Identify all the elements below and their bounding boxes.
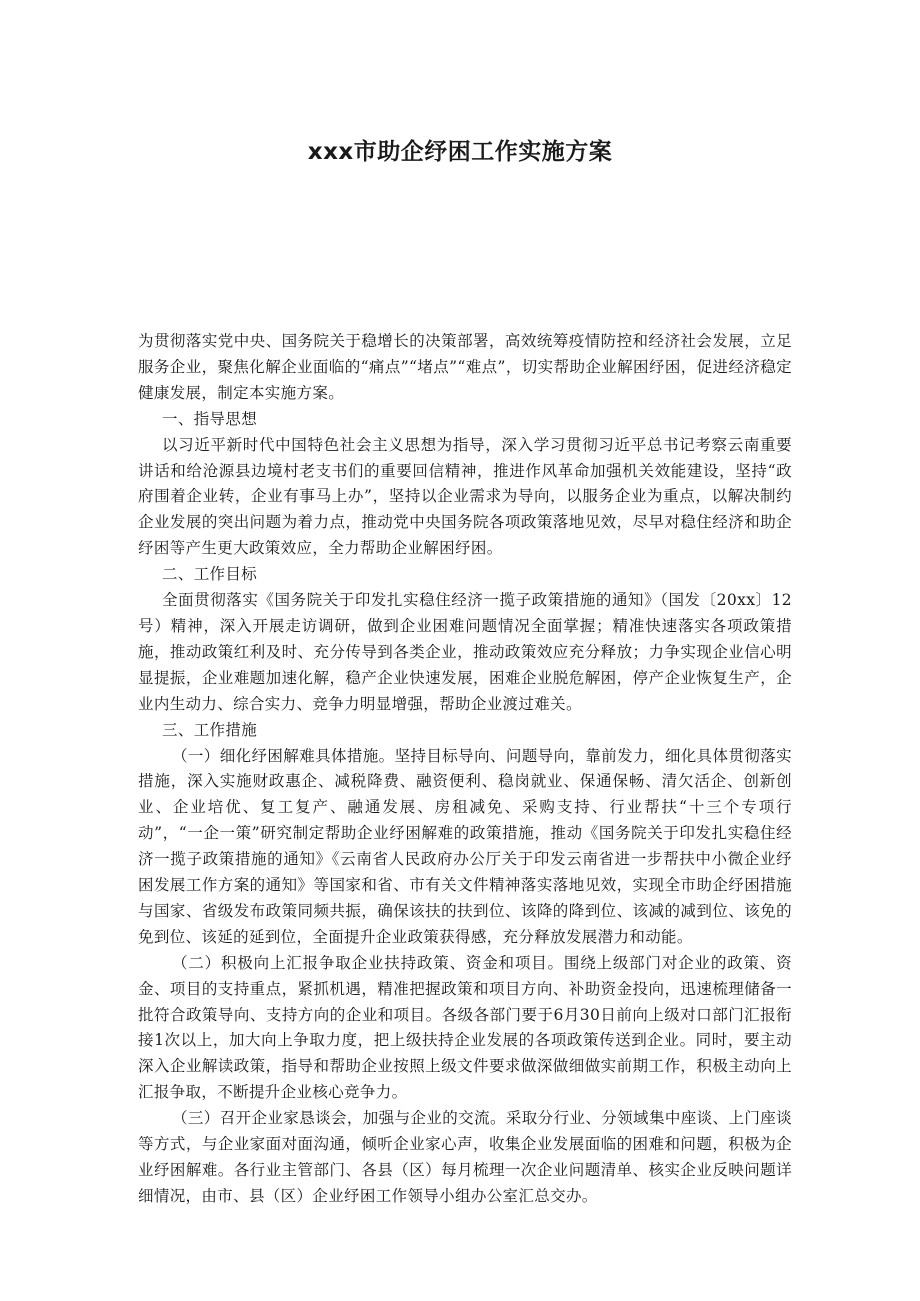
document-body	[138, 329, 792, 1210]
work-goals-paragraph: 全面贯彻落实《国务院关于印发扎实稳住经济一揽子政策措施的通知》（国发〔20xx〕12号）精神，深入开展走访调研，做到企业困难问题情况全面掌握；精准快速落实各项政策措施，推动政策红利及时、充分传导到各类企业，推动政策效应充分释放；力争实现企业信心明显提振，企业难题加速化解，稳产企业快速发展，困难企业脱危解困，停产企业恢复生产，企业内生动力、综合实力、竞争力明显增强，帮助企业渡过难关。	[138, 591, 792, 713]
section-heading-guiding-ideology: 一、指导思想	[162, 409, 258, 428]
intro-paragraph: 为贯彻落实党中央、国务院关于稳增长的决策部署，高效统筹疫情防控和经济社会发展，立足服务企业，聚焦化解企业面临的“痛点”“堵点”“难点”，切实帮助企业解困纾困，促进经济稳定健康发展，制定本实施方案。	[138, 332, 792, 402]
measure-1-paragraph: （一）细化纾困解难具体措施。坚持目标导向、问题导向，靠前发力，细化具体贯彻落实措施，深入实施财政惠企、减税降费、融资便利、稳岗就业、保通保畅、清欠活企、创新创业、企业培优、复工复产、融通发展、房租减免、采购支持、行业帮扶“十三个专项行动”，“一企一策”研究制定帮助企业纾困解难的政策措施，推动《国务院关于印发扎实稳住经济一揽子政策措施的通知》《云南省人民政府办公厅关于印发云南省进一步帮扶中小微企业纾困发展工作方案的通知》等国家和省、市有关文件精神落实落地见效，实现全市助企纾困措施与国家、省级发布政策同频共振，确保该扶的扶到位、该降的降到位、该减的减到位、该免的免到位、该延的延到位，全面提升企业政策获得感，充分释放发展潜力和动能。	[138, 746, 792, 946]
measure-3-paragraph: （三）召开企业家恳谈会，加强与企业的交流。采取分行业、分领域集中座谈、上门座谈等方式，与企业家面对面沟通，倾听企业家心声，收集企业发展面临的困难和问题，积极为企业纾困解难。各行业主管部门、各县（区）每月梳理一次企业问题清单、核实企业反映问题详细情况，由市、县（区）企业纾困工作领导小组办公室汇总交办。	[138, 1109, 792, 1205]
measure-2-paragraph: （二）积极向上汇报争取企业扶持政策、资金和项目。围绕上级部门对企业的政策、资金、项目的支持重点，紧抓机遇，精准把握政策和项目方向、补助资金投向，迅速梳理储备一批符合政策导向、支持方向的企业和项目。各级各部门要于6月30日前向上级对口部门汇报衔接1次以上，加大向上争取力度，把上级扶持企业发展的各项政策传送到企业。同时，要主动深入企业解读政策，指导和帮助企业按照上级文件要求做深做细做实前期工作，积极主动向上汇报争取，不断提升企业核心竞争力。	[138, 953, 792, 1102]
section-heading-work-goals: 二、工作目标	[162, 565, 258, 584]
guiding-ideology-paragraph: 以习近平新时代中国特色社会主义思想为指导，深入学习贯彻习近平总书记考察云南重要讲话和给沧源县边境村老支书们的重要回信精神，推进作风革命加强机关效能建设，坚持“政府围着企业转，企业有事马上办”，坚持以企业需求为导向，以服务企业为重点，以解决制约企业发展的突出问题为着力点，推动党中央国务院各项政策落地见效，尽早对稳住经济和助企纾困等产生更大政策效应，全力帮助企业解困纾困。	[138, 435, 792, 558]
section-heading-work-measures: 三、工作措施	[162, 720, 258, 739]
document-title: xxx市助企纾困工作实施方案	[307, 139, 613, 165]
